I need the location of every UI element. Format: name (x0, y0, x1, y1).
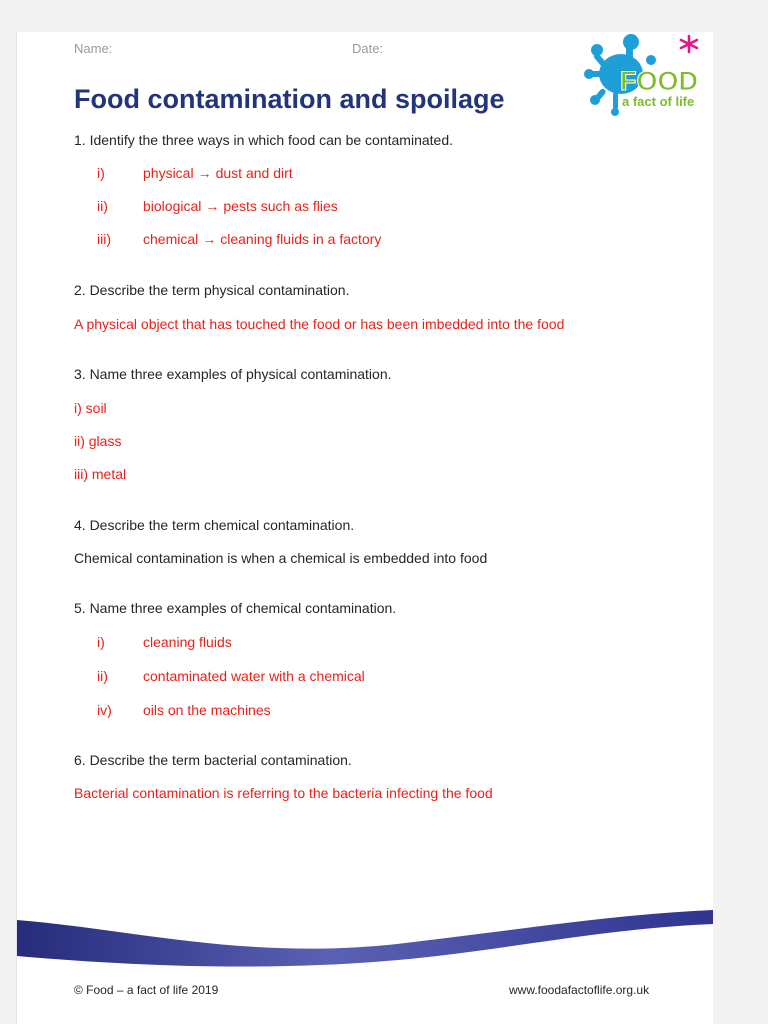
answer-1-item-1: physical → dust and dirt (143, 165, 293, 181)
footer-wave (17, 900, 713, 972)
answer-1-num-2: ii) (97, 198, 108, 214)
answer-3-item-2: ii) glass (74, 433, 122, 449)
answer-4: Chemical contamination is when a chemical is embedded into food (74, 550, 488, 566)
question-3: 3. Name three examples of physical contamination. (74, 366, 392, 382)
question-6: 6. Describe the term bacterial contamination. (74, 752, 352, 768)
svg-text:a fact of life: a fact of life (622, 94, 695, 109)
worksheet-page (16, 32, 713, 1024)
answer-1-num-3: iii) (97, 231, 111, 247)
arrow-right-icon: → (202, 231, 217, 247)
answer-5-item-1: cleaning fluids (143, 634, 232, 650)
question-5: 5. Name three examples of chemical contamination. (74, 600, 397, 616)
answer-5-item-3: oils on the machines (143, 702, 271, 718)
answer-1-num-1: i) (97, 165, 105, 181)
splash-icon (581, 32, 713, 116)
date-label: Date: (352, 41, 384, 56)
footer-website[interactable]: www.foodafactoflife.org.uk (509, 983, 650, 997)
answer-6: Bacterial contamination is referring to the bacteria infecting the food (74, 785, 493, 801)
answer-5-num-3: iv) (97, 702, 112, 718)
question-1: 1. Identify the three ways in which food can be contaminated. (74, 132, 454, 148)
svg-text:FOOD: FOOD (620, 66, 698, 96)
question-2: 2. Describe the term physical contamination. (74, 282, 350, 298)
name-label: Name: (74, 41, 113, 56)
answer-5-num-1: i) (97, 634, 105, 650)
food-a-fact-of-life-logo (581, 32, 713, 116)
answer-5-num-2: ii) (97, 668, 108, 684)
question-4: 4. Describe the term chemical contamination. (74, 517, 355, 533)
answer-2: A physical object that has touched the food or has been imbedded into the food (74, 316, 565, 332)
arrow-right-icon: → (197, 165, 212, 181)
arrow-right-icon: → (205, 198, 220, 214)
footer-copyright: © Food – a fact of life 2019 (74, 983, 219, 997)
answer-1-item-2: biological → pests such as flies (143, 198, 338, 214)
answer-3-item-3: iii) metal (74, 466, 127, 482)
answer-1-item-3: chemical → cleaning fluids in a factory (143, 231, 382, 247)
answer-3-item-1: i) soil (74, 400, 107, 416)
answer-5-item-2: contaminated water with a chemical (143, 668, 365, 684)
page-title: Food contamination and spoilage (74, 84, 505, 114)
